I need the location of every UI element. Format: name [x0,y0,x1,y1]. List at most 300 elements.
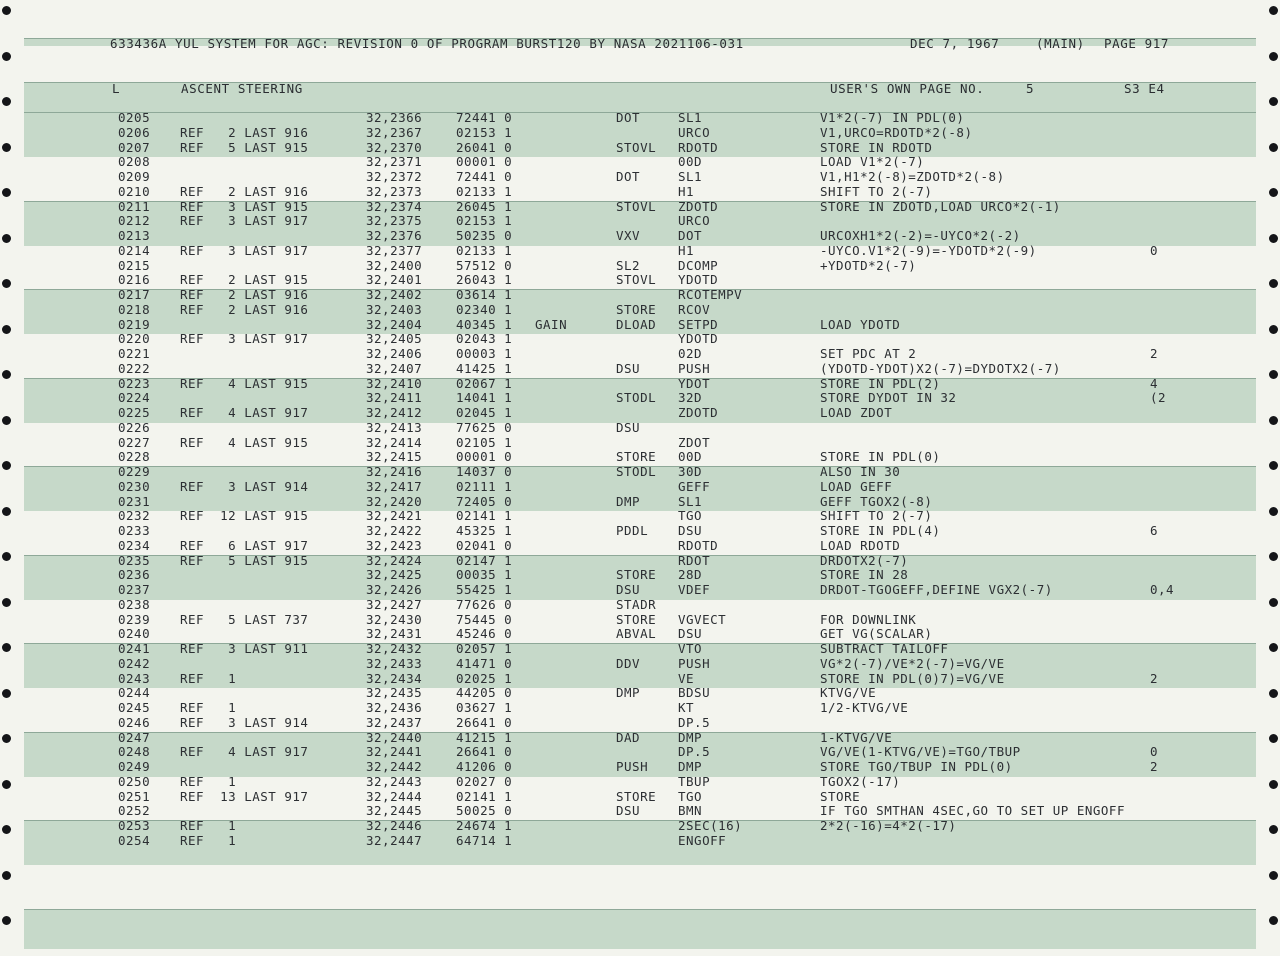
listing-row [0,110,1280,125]
operand: PUSH [678,655,711,671]
octal-word: 02111 1 [456,478,513,494]
opcode: PDDL [616,523,649,538]
ref-note: REF 13 LAST 917 [180,788,309,804]
memory-location: 32,2412 [366,405,423,420]
memory-location: 32,2366 [366,110,423,125]
comment: URCOXH1*2(-2)=-UYCO*2(-2) [820,228,1021,243]
operand: 00D [678,449,703,465]
operand: RDOTD [678,537,719,553]
memory-location: 32,2445 [366,803,423,819]
comment: STORE IN PDL(4) [820,523,941,538]
opcode: STORE [616,567,657,583]
line-number: 0254 [118,832,151,848]
listing-row [0,199,1280,214]
line-number: 0227 [118,434,151,450]
memory-location: 32,2427 [366,596,423,612]
opcode: SL2 [616,257,641,273]
line-number: 0217 [118,287,151,302]
comment: KTVG/VE [820,685,877,701]
operand: SL1 [678,169,703,184]
memory-location: 32,2402 [366,287,423,302]
operand: ZDOT [678,434,711,450]
feed-hole [2,871,11,880]
opcode: DLOAD [616,316,657,332]
memory-location: 32,2400 [366,257,423,273]
comment: LOAD YDOTD [820,316,901,332]
listing-row [0,449,1280,464]
opcode: STOVL [616,272,657,288]
comment: V1,H1*2(-8)=ZDOTD*2(-8) [820,169,1005,184]
octal-word: 02041 0 [456,537,513,553]
octal-word: 77626 0 [456,596,513,612]
listing-row [0,228,1280,243]
feed-hole [1269,871,1278,880]
line-number: 0238 [118,596,151,612]
operand: 02D [678,346,703,361]
operand: SETPD [678,316,719,332]
operand: ENGOFF [678,832,727,848]
memory-location: 32,2403 [366,301,423,317]
feed-hole [2,97,11,106]
ref-note: REF 3 LAST 914 [180,714,309,730]
ref-note: REF 3 LAST 911 [180,641,309,656]
pdl-note: 2 [1150,759,1159,774]
header-module: (MAIN) [1036,36,1085,51]
comment: VG*2(-7)/VE*2(-7)=VG/VE [820,655,1005,671]
operand: GEFF [678,478,711,494]
line-number: 0251 [118,788,151,804]
octal-word: 03614 1 [456,287,513,302]
octal-word: 02141 1 [456,788,513,804]
line-number: 0231 [118,493,151,509]
memory-location: 32,2420 [366,493,423,509]
greenbar-band [24,909,1256,950]
ref-note: REF 3 LAST 914 [180,478,309,494]
ref-note: REF 4 LAST 917 [180,744,309,760]
comment: IF TGO SMTHAN 4SEC,GO TO SET UP ENGOFF [820,803,1125,819]
line-number: 0230 [118,478,151,494]
listing-row [0,626,1280,641]
line-number: 0232 [118,508,151,524]
opcode: STORE [616,449,657,465]
memory-location: 32,2370 [366,139,423,155]
ref-note: REF 1 [180,832,237,848]
line-number: 0209 [118,169,151,184]
ref-note: REF 1 [180,773,237,789]
comment: LOAD RDOTD [820,537,901,553]
line-number: 0214 [118,242,151,258]
line-number: 0212 [118,213,151,229]
comment: DRDOTX2(-7) [820,552,909,568]
listing-row [0,479,1280,494]
opcode: STODL [616,464,657,479]
octal-word: 02067 1 [456,375,513,391]
listing-row [0,287,1280,302]
ref-note: REF 4 LAST 917 [180,405,309,420]
listing-row [0,759,1280,774]
memory-location: 32,2435 [366,685,423,701]
octal-word: 55425 1 [456,582,513,597]
operand: DCOMP [678,257,719,273]
comment: V1,URCO=RDOTD*2(-8) [820,124,973,140]
line-number: 0210 [118,183,151,199]
memory-location: 32,2417 [366,478,423,494]
memory-location: 32,2407 [366,360,423,376]
octal-word: 50235 0 [456,228,513,243]
memory-location: 32,2426 [366,582,423,597]
opcode: DOT [616,169,641,184]
memory-location: 32,2437 [366,714,423,730]
comment: SET PDC AT 2 [820,346,917,361]
line-number: 0207 [118,139,151,155]
memory-location: 32,2367 [366,124,423,140]
ref-note: REF 12 LAST 915 [180,508,309,524]
operand: 32D [678,390,703,406]
ref-note: REF 2 LAST 916 [180,301,309,317]
ref-note: REF 1 [180,818,237,833]
memory-location: 32,2375 [366,213,423,229]
operand: URCO [678,124,711,140]
listing-row [0,140,1280,155]
operand: 30D [678,464,703,479]
feed-hole [1269,97,1278,106]
opcode: PUSH [616,759,649,774]
operand: PUSH [678,360,711,376]
comment: STORE IN PDL(0)7)=VG/VE [820,670,1005,686]
octal-word: 00003 1 [456,346,513,361]
comment: LOAD V1*2(-7) [820,154,925,170]
operand: YDOT [678,375,711,391]
line-number: 0242 [118,655,151,671]
memory-location: 32,2411 [366,390,423,406]
octal-word: 41206 0 [456,759,513,774]
octal-word: 02340 1 [456,301,513,317]
header-title: 633436A YUL SYSTEM FOR AGC: REVISION 0 OF PROGRAM BURST120 BY NASA 2021106-031 [110,36,744,51]
memory-location: 32,2376 [366,228,423,243]
operand: TGO [678,788,703,804]
line-number: 0222 [118,360,151,376]
octal-word: 24674 1 [456,818,513,833]
listing-row [0,715,1280,730]
ref-note: REF 2 LAST 916 [180,124,309,140]
log-section-code: L [112,81,121,96]
opcode: DMP [616,493,641,509]
comment: 1-KTVG/VE [820,729,893,745]
octal-word: 50025 0 [456,803,513,819]
opcode: STORE [616,301,657,317]
listing-row [0,700,1280,715]
line-number: 0211 [118,198,151,214]
operand: VDEF [678,582,711,597]
octal-word: 14041 1 [456,390,513,406]
comment: STORE IN PDL(2) [820,375,941,391]
operand: RDOT [678,552,711,568]
operand: ZDOTD [678,405,719,420]
operand: H1 [678,242,695,258]
listing-row [0,730,1280,745]
opcode: VXV [616,228,641,243]
opcode: DSU [616,582,641,597]
comment: VG/VE(1-KTVG/VE)=TGO/TBUP [820,744,1021,760]
opcode: DAD [616,729,641,745]
memory-location: 32,2441 [366,744,423,760]
memory-location: 32,2413 [366,419,423,435]
memory-location: 32,2377 [366,242,423,258]
listing-row [0,125,1280,140]
operand: DP.5 [678,744,711,760]
ref-note: REF 2 LAST 916 [180,183,309,199]
octal-word: 02141 1 [456,508,513,524]
line-number: 0224 [118,390,151,406]
line-number: 0229 [118,464,151,479]
listing-row [0,376,1280,391]
memory-location: 32,2404 [366,316,423,332]
opcode: ABVAL [616,626,657,642]
operand: 00D [678,154,703,170]
user-page-number: 5 [1026,81,1035,96]
line-number: 0236 [118,567,151,583]
octal-word: 72441 0 [456,169,513,184]
line-number: 0226 [118,419,151,435]
feed-hole [2,916,11,925]
listing-row [0,494,1280,509]
octal-word: 57512 0 [456,257,513,273]
comment: STORE TGO/TBUP IN PDL(0) [820,759,1013,774]
octal-word: 00001 0 [456,154,513,170]
feed-hole [1269,52,1278,61]
listing-row [0,597,1280,612]
opcode: STODL [616,390,657,406]
ref-note: REF 3 LAST 917 [180,242,309,258]
octal-word: 02025 1 [456,670,513,686]
operand: URCO [678,213,711,229]
section-title: ASCENT STEERING [181,81,303,96]
listing-row [0,390,1280,405]
line-number: 0243 [118,670,151,686]
listing-row [0,789,1280,804]
operand: DMP [678,759,703,774]
opcode: DSU [616,360,641,376]
memory-location: 32,2432 [366,641,423,656]
ref-note: REF 4 LAST 915 [180,434,309,450]
listing-row [0,508,1280,523]
opcode: DOT [616,110,641,125]
listing-row [0,464,1280,479]
comment: STORE IN ZDOTD,LOAD URCO*2(-1) [820,198,1061,214]
opcode: DDV [616,655,641,671]
ref-note: REF 3 LAST 917 [180,213,309,229]
feed-hole [2,6,11,15]
listing-row [0,641,1280,656]
pdl-note: 2 [1150,670,1159,686]
octal-word: 77625 0 [456,419,513,435]
listing-row [0,184,1280,199]
comment: GEFF TGOX2(-8) [820,493,933,509]
ref-note: REF 3 LAST 917 [180,331,309,347]
opcode: STORE [616,788,657,804]
octal-word: 02133 1 [456,242,513,258]
opcode: DMP [616,685,641,701]
operand: YDOTD [678,272,719,288]
operand: 28D [678,567,703,583]
operand: SL1 [678,493,703,509]
memory-location: 32,2434 [366,670,423,686]
octal-word: 40345 1 [456,316,513,332]
ref-note: REF 5 LAST 915 [180,552,309,568]
operand: BDSU [678,685,711,701]
operand: BMN [678,803,703,819]
octal-word: 02027 0 [456,773,513,789]
listing-row [0,774,1280,789]
listing-row [0,420,1280,435]
line-number: 0221 [118,346,151,361]
symbol-label: GAIN [535,316,568,332]
operand: YDOTD [678,331,719,347]
listing-row [0,833,1280,848]
memory-location: 32,2421 [366,508,423,524]
line-number: 0253 [118,818,151,833]
octal-word: 02045 1 [456,405,513,420]
pdl-note: 0 [1150,744,1159,760]
line-number: 0208 [118,154,151,170]
memory-location: 32,2372 [366,169,423,184]
comment: FOR DOWNLINK [820,611,917,627]
memory-location: 32,2422 [366,523,423,538]
listing-row [0,567,1280,582]
feed-hole [2,52,11,61]
comment: LOAD GEFF [820,478,893,494]
header-page: PAGE 917 [1104,36,1170,51]
octal-word: 02105 1 [456,434,513,450]
line-number: 0245 [118,700,151,715]
octal-word: 26045 1 [456,198,513,214]
comment: DRDOT-TGOGEFF,DEFINE VGX2(-7) [820,582,1053,597]
octal-word: 41471 0 [456,655,513,671]
line-number: 0244 [118,685,151,701]
comment: STORE DYDOT IN 32 [820,390,957,406]
opcode: STOVL [616,198,657,214]
operand: ZDOTD [678,198,719,214]
octal-word: 72405 0 [456,493,513,509]
octal-word: 02153 1 [456,124,513,140]
pdl-note: 0 [1150,242,1159,258]
operand: VTO [678,641,703,656]
operand: TGO [678,508,703,524]
memory-location: 32,2416 [366,464,423,479]
octal-word: 02133 1 [456,183,513,199]
memory-location: 32,2447 [366,832,423,848]
operand: DSU [678,523,703,538]
listing-row [0,243,1280,258]
operand: RDOTD [678,139,719,155]
memory-location: 32,2425 [366,567,423,583]
line-number: 0219 [118,316,151,332]
ref-note: REF 2 LAST 916 [180,287,309,302]
operand: DSU [678,626,703,642]
listing-row [0,346,1280,361]
opcode: STADR [616,596,657,612]
opcode: DSU [616,419,641,435]
operand: SL1 [678,110,703,125]
listing-row [0,803,1280,818]
comment: GET VG(SCALAR) [820,626,933,642]
line-number: 0247 [118,729,151,745]
ref-note: REF 1 [180,670,237,686]
line-number: 0206 [118,124,151,140]
pdl-note: 0,4 [1150,582,1175,597]
listing-row [0,523,1280,538]
ref-note: REF 5 LAST 915 [180,139,309,155]
octal-word: 03627 1 [456,700,513,715]
comment: -UYCO.V1*2(-9)=-YDOTD*2(-9) [820,242,1037,258]
comment: SHIFT TO 2(-7) [820,183,933,199]
operand: TBUP [678,773,711,789]
operand: DOT [678,228,703,243]
opcode: STORE [616,611,657,627]
listing-row [0,818,1280,833]
right-codes: S3 E4 [1124,81,1165,96]
line-number: 0233 [118,523,151,538]
line-number: 0252 [118,803,151,819]
line-number: 0237 [118,582,151,597]
octal-word: 26041 0 [456,139,513,155]
pdl-note: 4 [1150,375,1159,391]
line-number: 0239 [118,611,151,627]
memory-location: 32,2406 [366,346,423,361]
pdl-note: (2 [1150,390,1167,406]
octal-word: 64714 1 [456,832,513,848]
listing-row [0,656,1280,671]
opcode: DSU [616,803,641,819]
line-number: 0215 [118,257,151,273]
ref-note: REF 1 [180,700,237,715]
memory-location: 32,2415 [366,449,423,465]
line-number: 0223 [118,375,151,391]
comment: TGOX2(-17) [820,773,901,789]
octal-word: 41425 1 [456,360,513,376]
operand: RCOV [678,301,711,317]
octal-word: 41215 1 [456,729,513,745]
octal-word: 45325 1 [456,523,513,538]
operand: VGVECT [678,611,727,627]
listing-row [0,582,1280,597]
ref-note: REF 3 LAST 915 [180,198,309,214]
listing-row [0,671,1280,686]
listing-row [0,331,1280,346]
line-number: 0246 [118,714,151,730]
memory-location: 32,2430 [366,611,423,627]
comment: STORE IN PDL(0) [820,449,941,465]
octal-word: 02043 1 [456,331,513,347]
operand: DP.5 [678,714,711,730]
comment: STORE [820,788,861,804]
ref-note: REF 4 LAST 915 [180,375,309,391]
memory-location: 32,2443 [366,773,423,789]
memory-location: 32,2440 [366,729,423,745]
octal-word: 02153 1 [456,213,513,229]
listing-row [0,361,1280,376]
line-number: 0240 [118,626,151,642]
operand: 2SEC(16) [678,818,743,833]
comment: SHIFT TO 2(-7) [820,508,933,524]
octal-word: 00001 0 [456,449,513,465]
listing-row [0,258,1280,273]
comment: V1*2(-7) IN PDL(0) [820,110,965,125]
octal-word: 44205 0 [456,685,513,701]
line-number: 0249 [118,759,151,774]
octal-word: 26641 0 [456,744,513,760]
listing-row [0,744,1280,759]
